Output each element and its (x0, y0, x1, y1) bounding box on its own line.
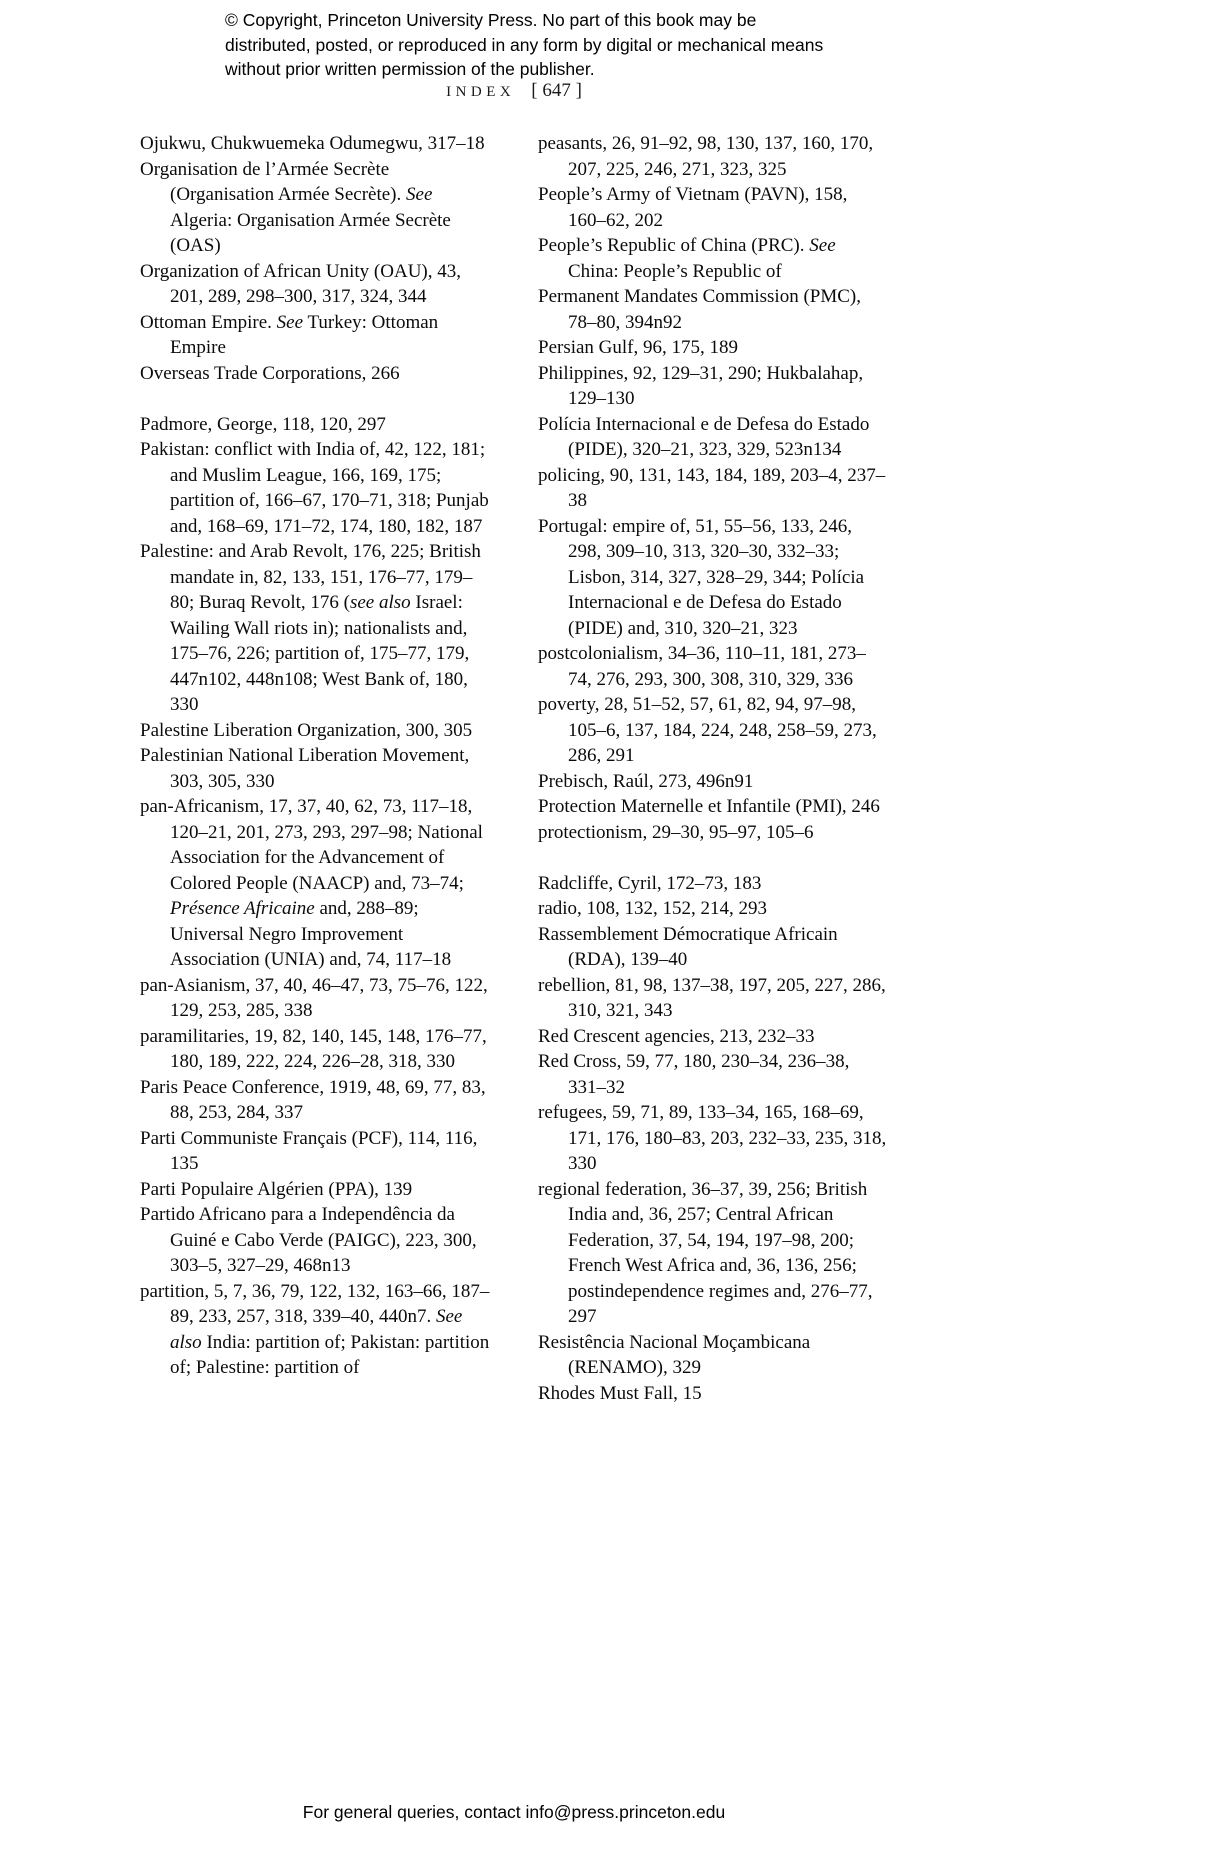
index-entry (538, 692, 888, 769)
index-entry-text: Philippines, 92, 129–31, 290; Hukbalahap, 129–130 (538, 362, 864, 409)
index-entry-cross-reference: See (809, 235, 836, 256)
index-entry-text: Red Crescent agencies, 213, 232–33 (538, 1025, 815, 1047)
index-entry-text: refugees, 59, 71, 89, 133–34, 165, 168–69, 171, 176, 180–83, 203, 232–33, 235, 318, 330 (538, 1102, 887, 1174)
index-entry (538, 361, 888, 412)
index-entry-text: protectionism, 29–30, 95–97, 105–6 (538, 821, 814, 843)
index-entry-text: Permanent Mandates Commission (PMC), 78–80, 394n92 (538, 286, 861, 333)
index-entry (538, 412, 888, 463)
index-entry-text: Palestine Liberation Organization, 300, 305 (140, 719, 473, 741)
index-entry (538, 820, 888, 846)
index-entry-text: partition, 5, 7, 36, 79, 122, 132, 163–66, 187–89, 233, 257, 318, 339–40, 440n7. (140, 1280, 490, 1327)
index-entry (140, 131, 490, 157)
index-entry (538, 1100, 888, 1177)
index-entry-text: Paris Peace Conference, 1919, 48, 69, 77, 83, 88, 253, 284, 337 (140, 1076, 486, 1123)
index-entry-text: Parti Communiste Français (PCF), 114, 116, 135 (140, 1127, 478, 1174)
index-entry-text: Rhodes Must Fall, 15 (538, 1382, 702, 1404)
index-entry (140, 1202, 490, 1279)
index-entry (140, 437, 490, 539)
index-entry-text: People’s Army of Vietnam (PAVN), 158, 160–62, 202 (538, 184, 848, 231)
index-entry (538, 973, 888, 1024)
index-entry (538, 463, 888, 514)
index-entry (538, 1177, 888, 1330)
index-entry (538, 1330, 888, 1381)
index-entry-text: Polícia Internacional e de Defesa do Estado (PIDE), 320–21, 323, 329, 523n134 (538, 413, 870, 460)
index-entry-text: rebellion, 81, 98, 137–38, 197, 205, 227, 286, 310, 321, 343 (538, 974, 886, 1021)
index-entry-text: Palestinian National Liberation Movement, 303, 305, 330 (140, 745, 470, 792)
index-entry (140, 539, 490, 718)
index-entry (140, 973, 490, 1024)
index-entry-text: Palestine: and Arab Revolt, 176, 225; British mandate in, 82, 133, 151, 176–77, 179–80; Buraq Revolt, 176 ( (140, 541, 481, 613)
index-entry-text: Ottoman Empire. (140, 311, 277, 333)
index-entry (538, 335, 888, 361)
index-entry (538, 896, 888, 922)
index-entry-text: Partido Africano para a Independência da Guiné e Cabo Verde (PAIGC), 223, 300, 303–5, 327–29, 468n13 (140, 1204, 477, 1276)
index-entry (538, 1024, 888, 1050)
index-entry-text: Organisation de l’Armée Secrète (Organisation Armée Secrète). (140, 158, 407, 205)
index-entry (140, 794, 490, 973)
index-entry-text: Parti Populaire Algérien (PPA), 139 (140, 1178, 413, 1200)
index-entry (140, 310, 490, 361)
index-entry (140, 361, 490, 387)
index-entry-text: Radcliffe, Cyril, 172–73, 183 (538, 872, 762, 894)
index-entry-text: Ojukwu, Chukwuemeka Odumegwu, 317–18 (140, 133, 485, 154)
index-columns (140, 131, 888, 1406)
index-entry-text: Persian Gulf, 96, 175, 189 (538, 337, 739, 358)
index-entry (538, 233, 888, 284)
index-entry-text: Protection Maternelle et Infantile (PMI), 246 (538, 796, 880, 817)
index-entry (140, 1279, 490, 1381)
index-entry (140, 412, 490, 438)
index-entry-text: Portugal: empire of, 51, 55–56, 133, 246, 298, 309–10, 313, 320–30, 332–33; Lisbon, 314, 327, 328–29, 344; Polícia Internacional e de Defesa do Estado (PIDE) and, 310, 320–21, 323 (538, 515, 865, 639)
index-entry-text: policing, 90, 131, 143, 184, 189, 203–4, 237–38 (538, 464, 886, 511)
index-entry-text: Rassemblement Démocratique Africain (RDA), 139–40 (538, 923, 838, 970)
index-entry (140, 157, 490, 259)
index-entry-text: Overseas Trade Corporations, 266 (140, 362, 400, 384)
index-entry (538, 769, 888, 795)
index-entry (538, 131, 888, 182)
index-entry (538, 922, 888, 973)
index-entry-text: India: partition of; Pakistan: partition of; Palestine: partition of (170, 1331, 490, 1378)
index-entry-text: pan-Africanism, 17, 37, 40, 62, 73, 117–18, 120–21, 201, 273, 293, 297–98; National Association for the Advancement of Colored People (NAACP) and, 73–74; (140, 796, 483, 894)
index-entry (140, 718, 490, 744)
index-entry (538, 794, 888, 820)
index-entry (140, 1177, 490, 1203)
index-entry (538, 1381, 888, 1407)
footer-query-note: For general queries, contact info@press.princeton.edu (302, 1802, 726, 1822)
index-entry-text: Turkey: Ottoman Empire (170, 311, 439, 358)
index-entry (538, 182, 888, 233)
index-entry-text: People’s Republic of China (PRC). (538, 235, 810, 256)
index-entry-text: Organization of African Unity (OAU), 43, 201, 289, 298–300, 317, 324, 344 (140, 260, 461, 307)
index-entry (538, 1049, 888, 1100)
index-entry (140, 259, 490, 310)
index-entry-cross-reference: See (406, 184, 433, 205)
index-entry-cross-reference: See (276, 311, 304, 333)
index-entry (538, 871, 888, 897)
index-entry-cross-reference: Présence Africaine (170, 898, 315, 919)
index-entry-text: Prebisch, Raúl, 273, 496n91 (538, 770, 754, 792)
index-entry-cross-reference: See also (170, 1306, 463, 1353)
index-entry (538, 284, 888, 335)
index-title: INDEX (446, 84, 516, 100)
index-entry-text: peasants, 26, 91–92, 98, 130, 137, 160, 170, 207, 225, 246, 271, 323, 325 (538, 133, 874, 180)
index-entry-text: and, 288–89; Universal Negro Improvement Association (UNIA) and, 74, 117–18 (170, 898, 452, 970)
index-entry-text: poverty, 28, 51–52, 57, 61, 82, 94, 97–98, 105–6, 137, 184, 224, 248, 258–59, 273, 286, 291 (538, 694, 877, 766)
index-entry-cross-reference: see also (349, 592, 411, 613)
index-entry-text: Pakistan: conflict with India of, 42, 122, 181; and Muslim League, 166, 169, 175; partition of, 166–67, 170–71, 318; Punjab and, 168–69, 171–72, 174, 180, 182, 187 (140, 439, 489, 537)
index-entry (538, 514, 888, 642)
index-entry-text: regional federation, 36–37, 39, 256; British India and, 36, 257; Central African Federation, 37, 54, 194, 197–98, 200; French West Africa and, 36, 136, 256; postindependence regimes and, 276–77, 297 (538, 1178, 873, 1327)
index-entry (140, 1126, 490, 1177)
index-entry-text: Israel: Wailing Wall riots in); nationalists and, 175–76, 226; partition of, 175–77, 179, 447n102, 448n108; West Bank of, 180, 330 (170, 592, 470, 715)
running-head (140, 80, 888, 102)
index-entry-text: postcolonialism, 34–36, 110–11, 181, 273–74, 276, 293, 300, 308, 310, 329, 336 (538, 643, 866, 690)
index-entry (140, 1075, 490, 1126)
copyright-notice: © Copyright, Princeton University Press. No part of this book may be distributed, posted, or reproduced in any form by digital or mechanical means without prior written permission of the publisher. (225, 10, 824, 79)
index-entry-text: paramilitaries, 19, 82, 140, 145, 148, 176–77, 180, 189, 222, 224, 226–28, 318, 330 (140, 1025, 487, 1072)
index-entry-text: China: People’s Republic of (568, 260, 782, 282)
index-entry (140, 1024, 490, 1075)
index-entry-text: Resistência Nacional Moçambicana (RENAMO), 329 (538, 1331, 811, 1378)
index-entry (140, 743, 490, 794)
index-entry-text: Algeria: Organisation Armée Secrète (OAS) (170, 209, 451, 256)
index-entry-text: radio, 108, 132, 152, 214, 293 (538, 898, 768, 919)
index-entry-text: Padmore, George, 118, 120, 297 (140, 413, 386, 435)
index-column-left (140, 131, 490, 1406)
index-entry (538, 641, 888, 692)
page-number: [ 647 ] (531, 80, 582, 101)
index-column-right (538, 131, 888, 1406)
index-entry-text: pan-Asianism, 37, 40, 46–47, 73, 75–76, 122, 129, 253, 285, 338 (140, 974, 488, 1021)
index-entry-text: Red Cross, 59, 77, 180, 230–34, 236–38, 331–32 (538, 1051, 850, 1098)
